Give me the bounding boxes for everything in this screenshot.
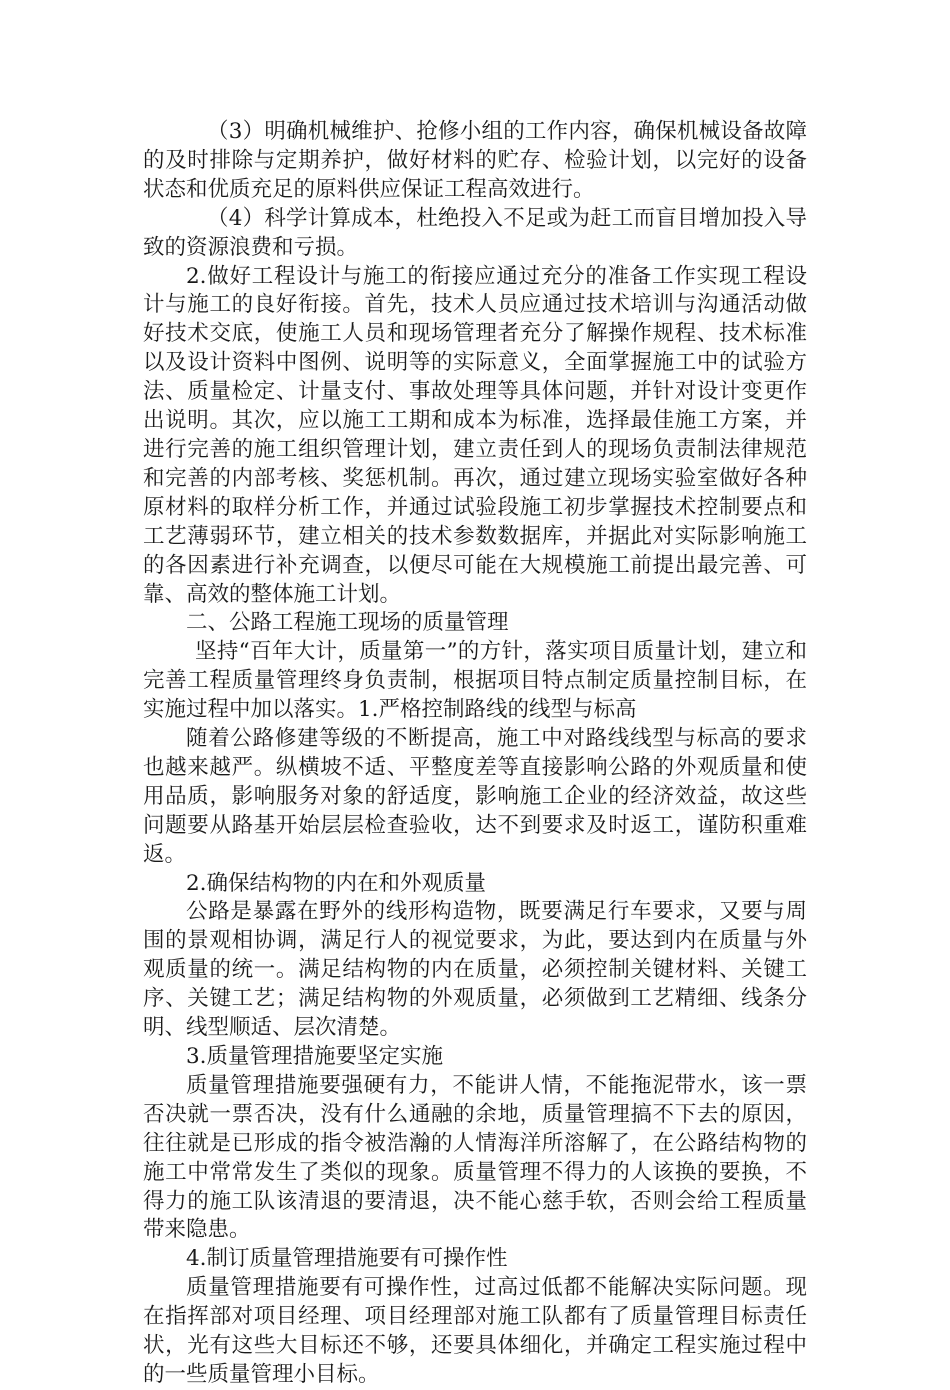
paragraph-quality-policy: 坚持“百年大计，质量第一”的方针，落实项目质量计划，建立和完善工程质量管理终身负责制，根据项目特点制定质量控制目标，在实施过程中加以落实。1.严格控制路线的线型与标高	[143, 639, 807, 723]
subheading-structure-quality: 2.确保结构物的内在和外观质量	[186, 870, 487, 896]
subheading-operability: 4.制订质量管理措施要有可操作性	[186, 1246, 508, 1272]
paragraph-machinery-maintenance: （3）明确机械维护、抢修小组的工作内容，确保机械设备故障的及时排除与定期养护，做好材料的贮存、检验计划，以完好的设备状态和优质充足的原料供应保证工程高效进行。	[143, 119, 807, 202]
paragraph-cost-calculation: （4）科学计算成本，杜绝投入不足或为赶工而盲目增加投入导致的资源浪费和亏损。	[143, 205, 807, 260]
paragraph-operability: 质量管理措施要有可操作性，过高过低都不能解决实际问题。现在指挥部对项目经理、项目经理部对施工队都有了质量管理目标责任状，光有这些大目标还不够，还要具体细化，并确定工程实施过程中的一些质量管理小目标。	[143, 1275, 807, 1387]
subheading-firm-implementation: 3.质量管理措施要坚定实施	[186, 1044, 444, 1069]
paragraph-structure-quality: 公路是暴露在野外的线形构造物，既要满足行车要求，又要与周围的景观相协调，满足行人的视觉要求，为此，要达到内在质量与外观质量的统一。满足结构物的内在质量，必须控制关键材料、关键工序、关键工艺；满足结构物的外观质量，必须做到工艺精细、线条分明、线型顺适、层次清楚。	[143, 899, 807, 1041]
paragraph-firm-implementation: 质量管理措施要强硬有力，不能讲人情，不能拖泥带水，该一票否决就一票否决，没有什么通融的余地，质量管理搞不下去的原因，往往就是已形成的指令被浩瀚的人情海洋所溶解了，在公路结构物的施工中常常发生了类似的现象。质量管理不得力的人该换的要换，不得力的施工队该清退的要清退，决不能心慈手软，否则会给工程质量带来隐患。	[143, 1072, 807, 1243]
document-body	[143, 118, 807, 1390]
section-heading-quality-management: 二、公路工程施工现场的质量管理	[186, 610, 509, 636]
paragraph-route-alignment: 随着公路修建等级的不断提高，施工中对路线线型与标高的要求也越来越严。纵横坡不适、平整度差等直接影响公路的外观质量和使用品质，影响服务对象的舒适度，影响施工企业的经济效益，故这些问题要从路基开始层层检查验收，达不到要求及时返工，谨防积重难返。	[143, 726, 807, 867]
paragraph-design-construction-link: 2.做好工程设计与施工的衔接应通过充分的准备工作实现工程设计与施工的良好衔接。首先，技术人员应通过技术培训与沟通活动做好技术交底，使施工人员和现场管理者充分了解操作规程、技术标准以及设计资料中图例、说明等的实际意义，全面掌握施工中的试验方法、质量检定、计量支付、事故处理等具体问题，并针对设计变更作出说明。其次，应以施工工期和成本为标准，选择最佳施工方案，并进行完善的施工组织管理计划，建立责任到人的现场负责制法律规范和完善的内部考核、奖惩机制。再次，通过建立现场实验室做好各种原材料的取样分析工作，并通过试验段施工初步掌握技术控制要点和工艺薄弱环节，建立相关的技术参数数据库，并据此对实际影响施工的各因素进行补充调查，以便尽可能在大规模施工前提出最完善、可靠、高效的整体施工计划。	[143, 263, 807, 607]
